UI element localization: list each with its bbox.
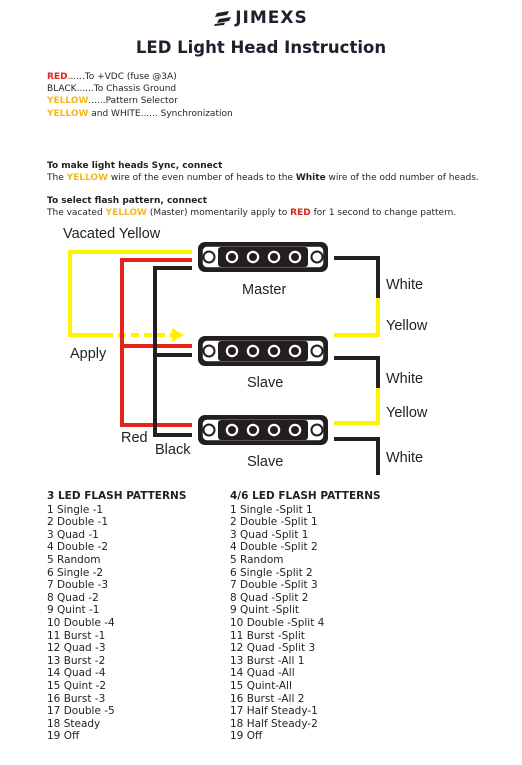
patterns-3-heading: 3 LED FLASH PATTERNS bbox=[47, 490, 187, 502]
pattern-item: 1 Single -Split 1 bbox=[230, 503, 313, 516]
pattern-item: 16 Burst -3 bbox=[47, 692, 106, 705]
pattern-item: 18 Steady bbox=[47, 717, 101, 730]
label-apply: Apply bbox=[70, 346, 107, 362]
label-white-3: White bbox=[386, 450, 424, 466]
pattern-item: 6 Single -2 bbox=[47, 566, 104, 579]
pattern-item: 9 Quint -1 bbox=[47, 604, 100, 617]
pattern-item: 4 Double -2 bbox=[47, 541, 109, 554]
pattern-item: 18 Half Steady-2 bbox=[230, 717, 318, 730]
pattern-item: 4 Double -Split 2 bbox=[230, 541, 318, 554]
select-heading: To select flash pattern, connect bbox=[47, 196, 208, 206]
pattern-item: 15 Quint-All bbox=[230, 679, 292, 692]
patterns-3-led bbox=[47, 490, 186, 743]
pattern-item: 10 Double -Split 4 bbox=[230, 616, 325, 629]
sync-text: The YELLOW wire of the even number of heads to the White wire of the odd number of heads. bbox=[47, 173, 479, 183]
pattern-item: 3 Quad -1 bbox=[47, 528, 99, 541]
pattern-item: 6 Single -Split 2 bbox=[230, 566, 313, 579]
pattern-item: 17 Half Steady-1 bbox=[230, 705, 318, 718]
pattern-item: 5 Random bbox=[230, 553, 284, 566]
pattern-item: 12 Quad -3 bbox=[47, 642, 106, 655]
select-text: The vacated YELLOW (Master) momentarily apply to RED for 1 second to change pattern. bbox=[47, 208, 457, 218]
jimexs-logo-icon bbox=[214, 10, 232, 26]
patterns-46-led bbox=[230, 490, 381, 743]
pattern-item: 16 Burst -All 2 bbox=[230, 692, 305, 705]
label-head-slave-2: Slave bbox=[247, 454, 284, 470]
wire-black: BLACK......To Chassis Ground bbox=[47, 84, 177, 95]
apply-arrow bbox=[105, 328, 184, 342]
pattern-item: 15 Quint -2 bbox=[47, 679, 107, 692]
pattern-item: 19 Off bbox=[47, 730, 80, 743]
pattern-item: 12 Quad -Split 3 bbox=[230, 642, 316, 655]
black-wires bbox=[155, 268, 192, 435]
pattern-item: 5 Random bbox=[47, 553, 101, 566]
pattern-item: 11 Burst -Split bbox=[230, 629, 305, 642]
pattern-item: 8 Quad -Split 2 bbox=[230, 591, 309, 604]
pattern-item: 14 Quad -4 bbox=[47, 667, 106, 680]
pattern-item: 13 Burst -2 bbox=[47, 654, 106, 667]
light-head-slave-2 bbox=[198, 415, 328, 445]
page-title: LED Light Head Instruction bbox=[135, 38, 387, 57]
label-head-slave-1: Slave bbox=[247, 375, 284, 391]
label-white-2: White bbox=[386, 371, 424, 387]
wire-yellow-white: YELLOW and WHITE...... Synchronization bbox=[47, 108, 233, 119]
brand-logo bbox=[0, 8, 522, 28]
right-wires bbox=[334, 258, 378, 475]
patterns-46-heading: 4/6 LED FLASH PATTERNS bbox=[230, 490, 381, 502]
pattern-item: 14 Quad -All bbox=[230, 667, 295, 680]
wire-yellow: YELLOW......Pattern Selector bbox=[47, 96, 178, 107]
pattern-item: 7 Double -Split 3 bbox=[230, 579, 318, 592]
wire-legend bbox=[47, 71, 233, 120]
wire-red: RED......To +VDC (fuse @3A) bbox=[47, 72, 177, 82]
label-yellow-2: Yellow bbox=[386, 405, 428, 421]
pattern-item: 13 Burst -All 1 bbox=[230, 654, 305, 667]
pattern-item: 2 Double -1 bbox=[47, 516, 109, 529]
pattern-item: 2 Double -Split 1 bbox=[230, 516, 318, 529]
pattern-item: 1 Single -1 bbox=[47, 503, 104, 516]
pattern-item: 17 Double -5 bbox=[47, 705, 115, 718]
label-black: Black bbox=[155, 442, 191, 458]
brand-name: JIMEXS bbox=[235, 8, 308, 28]
sync-heading: To make light heads Sync, connect bbox=[47, 161, 223, 171]
pattern-item: 10 Double -4 bbox=[47, 616, 115, 629]
light-head-master bbox=[198, 242, 328, 272]
label-white-1: White bbox=[386, 277, 424, 293]
pattern-item: 8 Quad -2 bbox=[47, 591, 99, 604]
label-head-master: Master bbox=[242, 282, 287, 298]
yellow-vacated-wire bbox=[70, 252, 192, 335]
pattern-item: 9 Quint -Split bbox=[230, 604, 300, 617]
light-head-slave-1 bbox=[198, 336, 328, 366]
pattern-item: 19 Off bbox=[230, 730, 263, 743]
pattern-item: 11 Burst -1 bbox=[47, 629, 106, 642]
pattern-item: 7 Double -3 bbox=[47, 579, 109, 592]
label-vacated-yellow: Vacated Yellow bbox=[63, 226, 161, 242]
label-red: Red bbox=[121, 430, 148, 446]
label-yellow-1: Yellow bbox=[386, 318, 428, 334]
pattern-item: 3 Quad -Split 1 bbox=[230, 528, 309, 541]
